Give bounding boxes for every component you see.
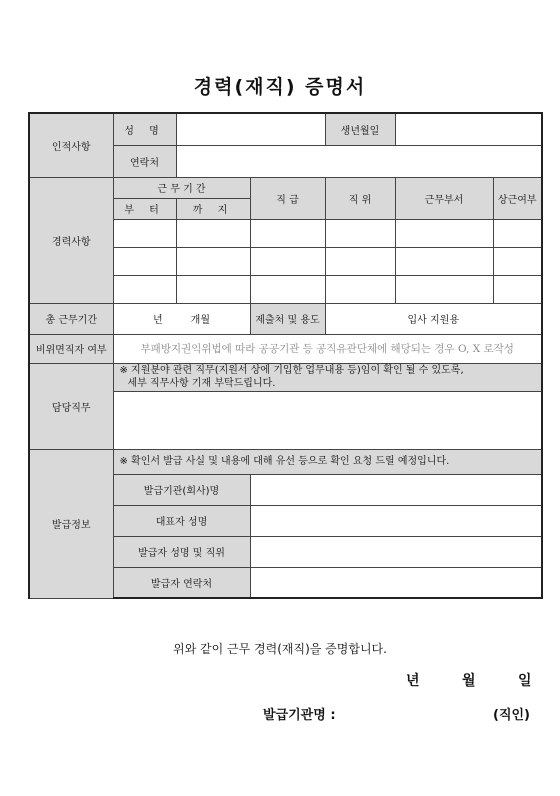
submit-label: 제출처 및 용도	[250, 303, 325, 334]
career-section-label: 경력사항	[29, 177, 113, 303]
issue-section-label: 발급정보	[29, 449, 113, 598]
anticorruption-field[interactable]: 부패방지권익위법에 따라 공공기관 등 공직유관단체에 해당되는 경우 O, X 로작성	[113, 334, 542, 363]
dept-label: 근무부서	[395, 177, 493, 219]
career-dept-field[interactable]	[395, 247, 493, 275]
from-label: 부 터	[113, 198, 176, 219]
rank-label: 직 급	[250, 177, 325, 219]
career-position-field[interactable]	[325, 275, 395, 303]
submit-field[interactable]: 입사 지원용	[325, 303, 542, 334]
certification-statement: 위와 같이 근무 경력(재직)을 증명합니다.	[173, 642, 387, 656]
career-fulltime-field[interactable]	[493, 219, 542, 247]
issuer-org-field[interactable]	[250, 474, 542, 505]
official-seal: (직인)	[493, 708, 530, 723]
career-to-field[interactable]	[176, 247, 250, 275]
career-fulltime-field[interactable]	[493, 275, 542, 303]
name-label: 성 명	[113, 113, 176, 145]
birth-field[interactable]	[395, 113, 542, 145]
total-period-label: 총 근무기간	[29, 303, 113, 334]
career-rank-field[interactable]	[250, 219, 325, 247]
document-title: 경력(재직) 증명서	[193, 76, 367, 98]
birth-label: 생년월일	[325, 113, 395, 145]
date-year: 년	[406, 673, 420, 689]
contact-label: 연락처	[113, 145, 176, 177]
career-from-field[interactable]	[113, 275, 176, 303]
career-position-field[interactable]	[325, 219, 395, 247]
date-month: 월	[462, 673, 476, 689]
issuer-name-field[interactable]	[250, 536, 542, 567]
certificate-form	[28, 112, 543, 599]
issuer-name-label: 발급자 성명 및 직위	[113, 536, 250, 567]
fulltime-label: 상근여부	[493, 177, 542, 219]
name-field[interactable]	[176, 113, 325, 145]
duty-note-line1: ※ 지원분야 관련 직무(지원서 상에 기입한 업무내용 등)임이 확인 될 수 있도록,	[119, 365, 464, 376]
career-dept-field[interactable]	[395, 275, 493, 303]
career-rank-field[interactable]	[250, 247, 325, 275]
career-fulltime-field[interactable]	[493, 247, 542, 275]
to-label: 까 지	[176, 198, 250, 219]
issuer-contact-field[interactable]	[250, 567, 542, 598]
career-from-field[interactable]	[113, 219, 176, 247]
career-position-field[interactable]	[325, 247, 395, 275]
ceo-name-label: 대표자 성명	[113, 505, 250, 536]
total-period-field[interactable]	[113, 303, 250, 334]
duty-note	[113, 363, 542, 391]
career-to-field[interactable]	[176, 275, 250, 303]
issuer-org-name: 발급기관명 :	[263, 708, 336, 723]
career-rank-field[interactable]	[250, 275, 325, 303]
career-from-field[interactable]	[113, 247, 176, 275]
duty-note-line2: 세부 직무사항 기재 부탁드립니다.	[127, 378, 276, 389]
duty-label: 담당직무	[29, 363, 113, 449]
ceo-name-field[interactable]	[250, 505, 542, 536]
month-unit: 개월	[190, 315, 210, 326]
career-to-field[interactable]	[176, 219, 250, 247]
position-label: 직 위	[325, 177, 395, 219]
year-unit: 년	[153, 315, 163, 326]
issuer-org-label: 발급기관(회사)명	[113, 474, 250, 505]
career-dept-field[interactable]	[395, 219, 493, 247]
contact-field[interactable]	[176, 145, 542, 177]
duty-field[interactable]	[113, 391, 542, 449]
anticorruption-label: 비위면직자 여부	[29, 334, 113, 363]
issue-note: ※ 확인서 발급 사실 및 내용에 대해 유선 등으로 확인 요청 드릴 예정입니다.	[113, 449, 542, 474]
personal-section-label: 인적사항	[29, 113, 113, 177]
period-label: 근 무 기 간	[113, 177, 250, 198]
issuer-contact-label: 발급자 연락처	[113, 567, 250, 598]
date-day: 일	[518, 673, 532, 689]
